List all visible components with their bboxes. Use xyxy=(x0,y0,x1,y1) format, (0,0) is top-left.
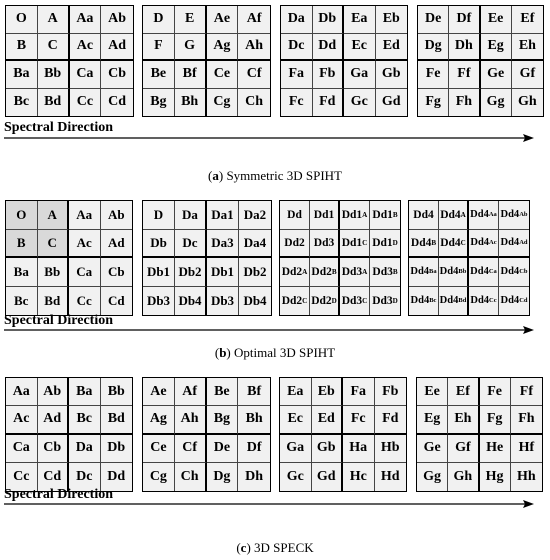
spectral-direction-label: Spectral Direction xyxy=(4,313,113,328)
cell: D xyxy=(143,201,175,230)
cell: Be xyxy=(207,378,239,406)
cell: Fc xyxy=(343,406,375,434)
cell: Bb xyxy=(38,61,70,89)
cell: Bh xyxy=(175,89,207,117)
cell: Cf xyxy=(238,61,270,89)
cell xyxy=(370,258,400,287)
cell: Gh xyxy=(448,463,479,491)
cell: Fb xyxy=(313,61,345,89)
cell: Bd xyxy=(38,89,70,117)
cell: Ch xyxy=(175,463,207,491)
cell-base: Dd1 xyxy=(341,236,363,249)
cell: Ab xyxy=(101,201,133,230)
cell: Cd xyxy=(108,94,127,110)
cell xyxy=(310,287,340,316)
grid-3-2 xyxy=(142,377,271,492)
cell: Df xyxy=(238,435,270,463)
cell xyxy=(409,258,439,287)
cell: Dc xyxy=(175,230,207,259)
cell: Bc xyxy=(6,89,38,117)
cell-subscript: D xyxy=(392,296,398,305)
cell: Fe xyxy=(418,61,449,89)
cell: Ch xyxy=(245,94,264,110)
grid-1-1 xyxy=(5,5,134,117)
cell-base: Dd1 xyxy=(372,208,393,221)
cell xyxy=(370,287,400,316)
cell: Db2 xyxy=(239,258,271,287)
spectral-direction-label: Spectral Direction xyxy=(4,487,113,502)
cell: Ab xyxy=(38,378,70,406)
cell-base: Dd3 xyxy=(372,265,393,278)
cell-subscript: Ba xyxy=(429,268,437,276)
cell: Da xyxy=(281,6,313,34)
cell: Ad xyxy=(101,34,133,62)
cell xyxy=(340,230,370,259)
cell-base: Dd4 xyxy=(470,266,489,278)
caption-letter: c xyxy=(240,540,247,555)
cell: Gh xyxy=(518,94,537,110)
cell: He xyxy=(480,435,511,463)
cell: De xyxy=(418,6,449,34)
grid-3-1 xyxy=(5,377,133,492)
cell-subscript: D xyxy=(331,296,337,305)
cell: Da2 xyxy=(239,201,271,230)
panel-caption: (b) Optimal 3D SPIHT xyxy=(214,345,336,360)
cell: Fe xyxy=(480,378,511,406)
cell xyxy=(439,287,469,316)
caption-letter: b xyxy=(219,345,227,360)
cell: Dd3 xyxy=(310,230,340,259)
cell xyxy=(280,258,310,287)
cell: C xyxy=(38,230,70,259)
cell: Hg xyxy=(480,463,511,491)
cell: Af xyxy=(238,6,270,34)
cell xyxy=(370,230,400,259)
cell: Ah xyxy=(238,34,270,62)
cell: Ca xyxy=(6,435,38,463)
cell: Fb xyxy=(375,378,407,406)
panel-caption: (c) 3D SPECK xyxy=(236,540,314,555)
cell: Ef xyxy=(512,6,543,34)
cell-subscript: C xyxy=(362,238,368,247)
cell: Db xyxy=(101,435,133,463)
cell: Hd xyxy=(380,468,400,484)
cell xyxy=(439,201,469,230)
cell: Db1 xyxy=(207,258,239,287)
cell-subscript: C xyxy=(460,238,466,247)
grid-2-2 xyxy=(142,200,272,316)
cell-base: Dd4 xyxy=(470,209,489,221)
cell: B xyxy=(6,230,38,259)
cell: Fh xyxy=(511,406,542,434)
cell: F xyxy=(143,34,175,62)
cell: Dg xyxy=(418,34,449,62)
cell-base: Dd3 xyxy=(341,265,363,278)
cell: Gb xyxy=(312,435,344,463)
cell: Da3 xyxy=(207,230,239,259)
cell-subscript: Ac xyxy=(489,239,497,247)
cell: Aa xyxy=(69,201,101,230)
cell: Db4 xyxy=(243,292,267,308)
spectral-direction-arrow xyxy=(4,133,534,143)
cell: Ae xyxy=(143,378,175,406)
cell-base: Dd4 xyxy=(439,266,459,278)
cell-base: Dd2 xyxy=(281,265,303,278)
cell xyxy=(499,287,529,316)
cell: Cc xyxy=(6,463,38,491)
cell: Ea xyxy=(344,6,376,34)
cell-subscript: Bc xyxy=(429,297,437,305)
cell: Aa xyxy=(6,378,38,406)
cell xyxy=(469,287,499,316)
cell: Ge xyxy=(417,435,448,463)
cell: Ac xyxy=(6,406,38,434)
cell: Cb xyxy=(101,258,133,287)
cell: Ge xyxy=(481,61,512,89)
cell: Da4 xyxy=(239,230,271,259)
caption-text: Optimal 3D SPIHT xyxy=(234,345,336,360)
cell xyxy=(340,287,370,316)
cell: Cc xyxy=(69,287,101,316)
cell-base: Dd4 xyxy=(500,295,520,307)
cell: Ba xyxy=(6,258,38,287)
cell: Dh xyxy=(245,468,264,484)
cell: Bd xyxy=(38,287,70,316)
cell: Ea xyxy=(280,378,312,406)
cell: Db2 xyxy=(175,258,207,287)
cell: Gg xyxy=(417,463,448,491)
cell: Ff xyxy=(449,61,480,89)
caption-letter: a xyxy=(212,168,219,183)
grid-2-3 xyxy=(279,200,401,316)
cell-base: Dd1 xyxy=(372,236,393,249)
cell xyxy=(469,201,499,230)
grid-1-2 xyxy=(142,5,271,117)
cell: Hc xyxy=(343,463,375,491)
cell: Bc xyxy=(69,406,101,434)
cell: Bg xyxy=(207,406,239,434)
cell-base: Dd3 xyxy=(341,294,363,307)
cell-subscript: B xyxy=(392,267,398,276)
cell: Cd xyxy=(38,463,70,491)
cell: Af xyxy=(175,378,207,406)
cell xyxy=(499,201,529,230)
cell xyxy=(499,230,529,259)
grid-3-3 xyxy=(279,377,407,492)
cell-subscript: Cd xyxy=(519,297,528,305)
cell: Ee xyxy=(481,6,512,34)
cell xyxy=(499,258,529,287)
cell: Fh xyxy=(449,89,480,117)
cell-base: Dd4 xyxy=(470,295,490,307)
cell: Eb xyxy=(312,378,344,406)
cell: Bd xyxy=(101,406,133,434)
cell: Fd xyxy=(375,406,407,434)
cell: Dc xyxy=(69,463,101,491)
grid-1-4 xyxy=(417,5,544,117)
cell: Hb xyxy=(375,435,407,463)
cell: Ff xyxy=(511,378,542,406)
cell: Ad xyxy=(101,230,133,259)
cell: Ed xyxy=(376,34,408,62)
cell-subscript: B xyxy=(331,267,337,276)
cell: Ec xyxy=(280,406,312,434)
cell xyxy=(439,258,469,287)
cell: B xyxy=(6,34,38,62)
cell: Fd xyxy=(313,89,345,117)
cell-subscript: Cc xyxy=(489,297,497,305)
cell: Fa xyxy=(281,61,313,89)
cell: Ag xyxy=(207,34,239,62)
cell: Cg xyxy=(207,89,239,117)
cell: Ef xyxy=(448,378,479,406)
cell: O xyxy=(6,6,38,34)
cell xyxy=(370,201,400,230)
cell: Ha xyxy=(343,435,375,463)
cell-subscript: B xyxy=(431,238,437,247)
cell: Gg xyxy=(481,89,512,117)
cell-base: Dd4 xyxy=(440,236,461,249)
cell: Fa xyxy=(343,378,375,406)
cell: A xyxy=(38,201,70,230)
cell: Gf xyxy=(512,61,543,89)
cell: Bg xyxy=(143,89,175,117)
cell xyxy=(469,230,499,259)
cell: Cb xyxy=(38,435,70,463)
cell-base: Dd4 xyxy=(500,237,520,249)
cell: Gc xyxy=(344,89,376,117)
spectral-direction-arrow xyxy=(4,499,534,509)
cell: Eh xyxy=(448,406,479,434)
cell: Ac xyxy=(69,230,101,259)
grid-1-3 xyxy=(280,5,408,117)
cell-subscript: D xyxy=(392,238,398,247)
cell: Hh xyxy=(517,468,536,484)
cell: Fg xyxy=(418,89,449,117)
cell: Gc xyxy=(280,463,312,491)
cell: Ce xyxy=(207,61,239,89)
cell: Ce xyxy=(143,435,175,463)
cell: Cc xyxy=(70,89,102,117)
cell: Bf xyxy=(175,61,207,89)
cell: E xyxy=(175,6,207,34)
cell: Ga xyxy=(280,435,312,463)
cell-base: Dd1 xyxy=(341,208,363,221)
cell: Dd1 xyxy=(310,201,340,230)
cell: Ah xyxy=(175,406,207,434)
panel-caption: (a) Symmetric 3D SPIHT xyxy=(208,168,342,183)
cell: Df xyxy=(449,6,480,34)
cell: Bb xyxy=(101,378,133,406)
cell: Da xyxy=(175,201,207,230)
cell: Bb xyxy=(38,258,70,287)
cell: Bc xyxy=(6,287,38,316)
spectral-direction-arrow xyxy=(4,325,534,335)
cell-base: Dd4 xyxy=(410,266,430,278)
cell: De xyxy=(207,435,239,463)
cell-subscript: Bb xyxy=(458,268,467,276)
cell-subscript: Cb xyxy=(519,268,528,276)
cell-base: Dd4 xyxy=(500,209,520,221)
cell: Dd xyxy=(313,34,345,62)
cell-base: Dd4 xyxy=(410,236,432,249)
cell xyxy=(469,258,499,287)
caption-text: Symmetric 3D SPIHT xyxy=(226,168,342,183)
cell: Ee xyxy=(417,378,448,406)
cell xyxy=(340,258,370,287)
cell-subscript: Ab xyxy=(519,211,528,219)
cell: A xyxy=(38,6,70,34)
cell: Da1 xyxy=(207,201,239,230)
cell-subscript: A xyxy=(302,267,308,276)
cell: Gd xyxy=(381,94,401,110)
cell: Ed xyxy=(312,406,344,434)
cell: Db xyxy=(313,6,345,34)
cell-subscript: A xyxy=(362,210,368,219)
cell: Dd2 xyxy=(280,230,310,259)
cell-base: Dd3 xyxy=(372,294,393,307)
cell: Gb xyxy=(376,61,408,89)
cell: Hf xyxy=(511,435,542,463)
cell: Dc xyxy=(281,34,313,62)
cell: Cb xyxy=(101,61,133,89)
cell: Ca xyxy=(70,61,102,89)
cell: Cf xyxy=(175,435,207,463)
cell: Eb xyxy=(376,6,408,34)
cell: O xyxy=(6,201,38,230)
cell: G xyxy=(175,34,207,62)
cell: Ae xyxy=(207,6,239,34)
cell: Dg xyxy=(207,463,239,491)
cell: Dd xyxy=(280,201,310,230)
cell: Ec xyxy=(344,34,376,62)
cell: Ba xyxy=(69,378,101,406)
cell-base: Dd2 xyxy=(281,294,303,307)
cell-base: Dd4 xyxy=(470,237,490,249)
cell: Fg xyxy=(480,406,511,434)
cell: Db1 xyxy=(143,258,175,287)
cell-base: Dd4 xyxy=(410,295,430,307)
cell: Fc xyxy=(281,89,313,117)
cell-base: Dd4 xyxy=(439,295,459,307)
grid-3-4 xyxy=(416,377,543,492)
cell: Da xyxy=(69,435,101,463)
cell-subscript: C xyxy=(362,296,368,305)
cell xyxy=(340,201,370,230)
cell: Gd xyxy=(312,463,344,491)
cell-subscript: A xyxy=(460,210,466,219)
cell-subscript: Bd xyxy=(458,297,467,305)
cell-subscript: Aa xyxy=(488,211,497,219)
cell: Bh xyxy=(238,406,270,434)
cell-base: Dd2 xyxy=(311,294,332,307)
cell: Aa xyxy=(70,6,102,34)
cell: Gf xyxy=(448,435,479,463)
cell: Dd xyxy=(107,468,126,484)
cell-subscript: Ad xyxy=(519,239,528,247)
cell: Ab xyxy=(101,6,133,34)
cell: Db4 xyxy=(175,287,207,316)
cell: Cg xyxy=(143,463,175,491)
cell: Ba xyxy=(6,61,38,89)
spectral-direction-label: Spectral Direction xyxy=(4,120,113,135)
cell: Db xyxy=(143,230,175,259)
cell: D xyxy=(143,6,175,34)
cell: Eg xyxy=(481,34,512,62)
cell xyxy=(439,230,469,259)
grid-2-4 xyxy=(408,200,530,316)
cell: Be xyxy=(143,61,175,89)
cell: Eh xyxy=(512,34,543,62)
cell: Ca xyxy=(69,258,101,287)
cell: Dd4 xyxy=(409,201,439,230)
cell: Ga xyxy=(344,61,376,89)
cell xyxy=(409,230,439,259)
cell xyxy=(409,287,439,316)
cell: Dh xyxy=(449,34,480,62)
cell-base: Dd2 xyxy=(311,265,332,278)
cell-subscript: C xyxy=(302,296,308,305)
cell: Ad xyxy=(38,406,70,434)
grid-2-1 xyxy=(5,200,133,316)
cell: Db3 xyxy=(143,287,175,316)
cell: Ac xyxy=(70,34,102,62)
cell-subscript: Ca xyxy=(488,268,497,276)
cell: Ag xyxy=(143,406,175,434)
cell xyxy=(280,287,310,316)
cell: Bf xyxy=(238,378,270,406)
cell: Cd xyxy=(107,292,125,308)
cell: Db3 xyxy=(207,287,239,316)
cell-base: Dd4 xyxy=(440,208,461,221)
cell-base: Dd4 xyxy=(500,266,520,278)
cell-subscript: A xyxy=(362,267,368,276)
cell xyxy=(310,258,340,287)
caption-text: 3D SPECK xyxy=(254,540,314,555)
cell: Eg xyxy=(417,406,448,434)
cell: C xyxy=(38,34,70,62)
cell-subscript: B xyxy=(392,210,398,219)
